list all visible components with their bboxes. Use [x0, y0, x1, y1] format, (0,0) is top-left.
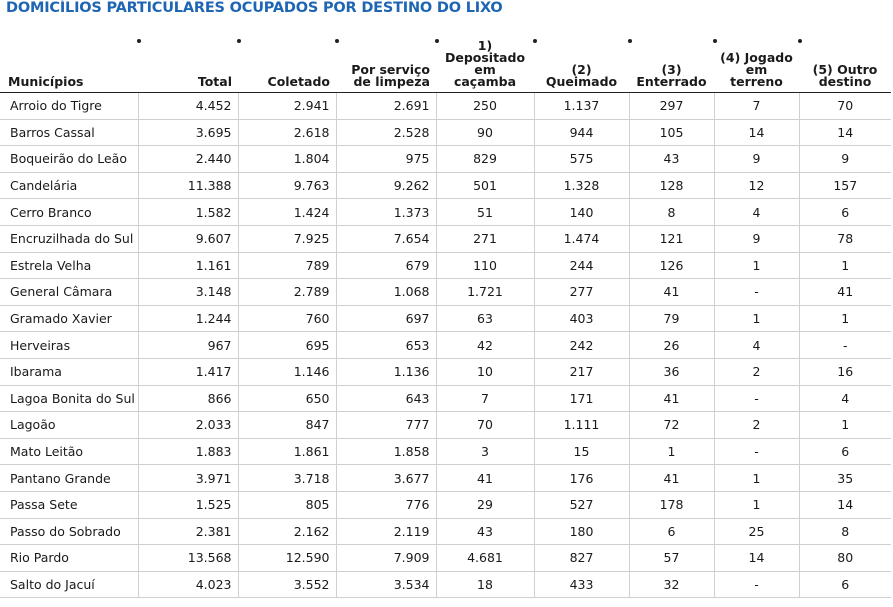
- value-cell: 2.033: [138, 412, 238, 439]
- value-cell: 403: [534, 305, 629, 332]
- header-cell: Coletado: [238, 40, 336, 93]
- value-cell: 2.381: [138, 518, 238, 545]
- value-cell: 679: [336, 252, 436, 279]
- value-cell: 171: [534, 385, 629, 412]
- value-cell: 121: [629, 225, 714, 252]
- value-cell: 3.534: [336, 571, 436, 598]
- value-cell: 110: [436, 252, 534, 279]
- value-cell: 6: [629, 518, 714, 545]
- municipality-cell: Boqueirão do Leão: [0, 146, 138, 173]
- value-cell: 1.861: [238, 438, 336, 465]
- value-cell: 1: [799, 305, 891, 332]
- value-cell: 176: [534, 465, 629, 492]
- value-cell: 43: [436, 518, 534, 545]
- value-cell: 789: [238, 252, 336, 279]
- municipality-cell: Lagoão: [0, 412, 138, 439]
- value-cell: 1.804: [238, 146, 336, 173]
- value-cell: 527: [534, 491, 629, 518]
- table-row: [0, 518, 891, 545]
- municipality-cell: Ibarama: [0, 358, 138, 385]
- value-cell: 776: [336, 491, 436, 518]
- table-row: [0, 93, 891, 120]
- header-cell: Municípios: [0, 40, 138, 93]
- value-cell: 1.111: [534, 412, 629, 439]
- value-cell: 1.373: [336, 199, 436, 226]
- value-cell: 57: [629, 545, 714, 572]
- value-cell: 41: [629, 385, 714, 412]
- value-cell: 4.023: [138, 571, 238, 598]
- value-cell: 653: [336, 332, 436, 359]
- value-cell: 2.440: [138, 146, 238, 173]
- value-cell: 805: [238, 491, 336, 518]
- value-cell: 297: [629, 93, 714, 120]
- value-cell: 1.417: [138, 358, 238, 385]
- value-cell: 575: [534, 146, 629, 173]
- value-cell: 1: [714, 305, 799, 332]
- value-cell: 2: [714, 358, 799, 385]
- value-cell: 51: [436, 199, 534, 226]
- value-cell: 7.909: [336, 545, 436, 572]
- value-cell: 271: [436, 225, 534, 252]
- table-row: [0, 305, 891, 332]
- municipality-cell: General Câmara: [0, 279, 138, 306]
- value-cell: 1.525: [138, 491, 238, 518]
- value-cell: 8: [629, 199, 714, 226]
- value-cell: 501: [436, 172, 534, 199]
- value-cell: 1.136: [336, 358, 436, 385]
- value-cell: 3.148: [138, 279, 238, 306]
- value-cell: 2.162: [238, 518, 336, 545]
- value-cell: 1.474: [534, 225, 629, 252]
- value-cell: 9.262: [336, 172, 436, 199]
- value-cell: 847: [238, 412, 336, 439]
- value-cell: 1.146: [238, 358, 336, 385]
- municipality-cell: Passo do Sobrado: [0, 518, 138, 545]
- value-cell: 2.119: [336, 518, 436, 545]
- value-cell: 7: [714, 93, 799, 120]
- municipality-cell: Estrela Velha: [0, 252, 138, 279]
- value-cell: 967: [138, 332, 238, 359]
- table-row: [0, 332, 891, 359]
- value-cell: 80: [799, 545, 891, 572]
- value-cell: 643: [336, 385, 436, 412]
- municipality-cell: Arroio do Tigre: [0, 93, 138, 120]
- value-cell: 13.568: [138, 545, 238, 572]
- value-cell: 1: [799, 412, 891, 439]
- value-cell: 866: [138, 385, 238, 412]
- value-cell: 3.971: [138, 465, 238, 492]
- value-cell: 26: [629, 332, 714, 359]
- value-cell: 12.590: [238, 545, 336, 572]
- municipality-cell: Gramado Xavier: [0, 305, 138, 332]
- value-cell: 1.328: [534, 172, 629, 199]
- value-cell: 18: [436, 571, 534, 598]
- value-cell: 72: [629, 412, 714, 439]
- value-cell: 4: [714, 332, 799, 359]
- municipality-cell: Barros Cassal: [0, 119, 138, 146]
- value-cell: 1.161: [138, 252, 238, 279]
- table-row: [0, 199, 891, 226]
- value-cell: 277: [534, 279, 629, 306]
- value-cell: 3.695: [138, 119, 238, 146]
- value-cell: 433: [534, 571, 629, 598]
- municipality-cell: Cerro Branco: [0, 199, 138, 226]
- table-row: [0, 545, 891, 572]
- value-cell: 63: [436, 305, 534, 332]
- table-row: [0, 358, 891, 385]
- value-cell: 244: [534, 252, 629, 279]
- value-cell: 11.388: [138, 172, 238, 199]
- header-cell: (2) Queimado: [534, 40, 629, 93]
- value-cell: 14: [714, 545, 799, 572]
- table-row: [0, 119, 891, 146]
- value-cell: 6: [799, 199, 891, 226]
- table-row: [0, 465, 891, 492]
- table-row: [0, 252, 891, 279]
- header-cell: 1) Depositado em caçamba: [436, 40, 534, 93]
- value-cell: 41: [799, 279, 891, 306]
- table-row: [0, 385, 891, 412]
- value-cell: 180: [534, 518, 629, 545]
- municipality-cell: Pantano Grande: [0, 465, 138, 492]
- value-cell: 16: [799, 358, 891, 385]
- value-cell: 79: [629, 305, 714, 332]
- header-cell: Por serviço de limpeza: [336, 40, 436, 93]
- value-cell: 70: [436, 412, 534, 439]
- value-cell: -: [714, 279, 799, 306]
- value-cell: 6: [799, 438, 891, 465]
- value-cell: 695: [238, 332, 336, 359]
- value-cell: 1.582: [138, 199, 238, 226]
- municipality-cell: Passa Sete: [0, 491, 138, 518]
- value-cell: 1: [799, 252, 891, 279]
- value-cell: 4.681: [436, 545, 534, 572]
- value-cell: 41: [629, 465, 714, 492]
- value-cell: 650: [238, 385, 336, 412]
- value-cell: 35: [799, 465, 891, 492]
- value-cell: 7.654: [336, 225, 436, 252]
- value-cell: 975: [336, 146, 436, 173]
- value-cell: 217: [534, 358, 629, 385]
- table-row: [0, 172, 891, 199]
- value-cell: 827: [534, 545, 629, 572]
- table-row: [0, 225, 891, 252]
- municipality-cell: Lagoa Bonita do Sul: [0, 385, 138, 412]
- value-cell: 1: [714, 465, 799, 492]
- table-row: [0, 279, 891, 306]
- table-row: [0, 438, 891, 465]
- value-cell: 25: [714, 518, 799, 545]
- table-row: [0, 146, 891, 173]
- value-cell: 3.718: [238, 465, 336, 492]
- value-cell: 12: [714, 172, 799, 199]
- value-cell: -: [714, 438, 799, 465]
- header-row: [0, 40, 891, 93]
- value-cell: 1: [714, 252, 799, 279]
- value-cell: 2.618: [238, 119, 336, 146]
- table-row: [0, 571, 891, 598]
- value-cell: 2.789: [238, 279, 336, 306]
- value-cell: 14: [799, 119, 891, 146]
- value-cell: 7: [436, 385, 534, 412]
- value-cell: 128: [629, 172, 714, 199]
- value-cell: 9.607: [138, 225, 238, 252]
- value-cell: 4: [799, 385, 891, 412]
- value-cell: 14: [799, 491, 891, 518]
- municipality-cell: Encruzilhada do Sul: [0, 225, 138, 252]
- page-title: DOMICÍLIOS PARTICULARES OCUPADOS POR DESTINO DO LIXO: [6, 0, 503, 16]
- value-cell: 2.528: [336, 119, 436, 146]
- value-cell: 3.552: [238, 571, 336, 598]
- value-cell: 777: [336, 412, 436, 439]
- value-cell: 3.677: [336, 465, 436, 492]
- value-cell: 70: [799, 93, 891, 120]
- value-cell: 944: [534, 119, 629, 146]
- value-cell: 15: [534, 438, 629, 465]
- value-cell: 1.137: [534, 93, 629, 120]
- value-cell: 78: [799, 225, 891, 252]
- value-cell: 32: [629, 571, 714, 598]
- value-cell: 9: [714, 225, 799, 252]
- value-cell: 126: [629, 252, 714, 279]
- value-cell: 1.858: [336, 438, 436, 465]
- header-cell: (5) Outro destino: [799, 40, 891, 93]
- value-cell: 10: [436, 358, 534, 385]
- municipality-cell: Rio Pardo: [0, 545, 138, 572]
- value-cell: 7.925: [238, 225, 336, 252]
- header-cell: (4) Jogado em terreno: [714, 40, 799, 93]
- data-table: [0, 40, 891, 598]
- value-cell: 6: [799, 571, 891, 598]
- value-cell: 1: [629, 438, 714, 465]
- municipality-cell: Candelária: [0, 172, 138, 199]
- municipality-cell: Salto do Jacuí: [0, 571, 138, 598]
- value-cell: 4: [714, 199, 799, 226]
- municipality-cell: Mato Leitão: [0, 438, 138, 465]
- table-row: [0, 412, 891, 439]
- table-row: [0, 491, 891, 518]
- value-cell: 178: [629, 491, 714, 518]
- value-cell: 697: [336, 305, 436, 332]
- value-cell: 2.691: [336, 93, 436, 120]
- value-cell: 140: [534, 199, 629, 226]
- value-cell: 242: [534, 332, 629, 359]
- value-cell: 41: [629, 279, 714, 306]
- value-cell: 43: [629, 146, 714, 173]
- value-cell: 2.941: [238, 93, 336, 120]
- value-cell: 1.424: [238, 199, 336, 226]
- value-cell: 3: [436, 438, 534, 465]
- value-cell: 29: [436, 491, 534, 518]
- value-cell: 157: [799, 172, 891, 199]
- value-cell: -: [714, 385, 799, 412]
- value-cell: -: [714, 571, 799, 598]
- value-cell: 41: [436, 465, 534, 492]
- value-cell: 8: [799, 518, 891, 545]
- value-cell: 105: [629, 119, 714, 146]
- value-cell: 760: [238, 305, 336, 332]
- value-cell: -: [799, 332, 891, 359]
- value-cell: 250: [436, 93, 534, 120]
- value-cell: 90: [436, 119, 534, 146]
- municipality-cell: Herveiras: [0, 332, 138, 359]
- header-cell: Total: [138, 40, 238, 93]
- value-cell: 1.244: [138, 305, 238, 332]
- value-cell: 1.721: [436, 279, 534, 306]
- value-cell: 9: [714, 146, 799, 173]
- value-cell: 9: [799, 146, 891, 173]
- header-cell: (3) Enterrado: [629, 40, 714, 93]
- value-cell: 1.068: [336, 279, 436, 306]
- value-cell: 14: [714, 119, 799, 146]
- value-cell: 1.883: [138, 438, 238, 465]
- value-cell: 829: [436, 146, 534, 173]
- value-cell: 36: [629, 358, 714, 385]
- value-cell: 42: [436, 332, 534, 359]
- value-cell: 1: [714, 491, 799, 518]
- value-cell: 9.763: [238, 172, 336, 199]
- value-cell: 4.452: [138, 93, 238, 120]
- value-cell: 2: [714, 412, 799, 439]
